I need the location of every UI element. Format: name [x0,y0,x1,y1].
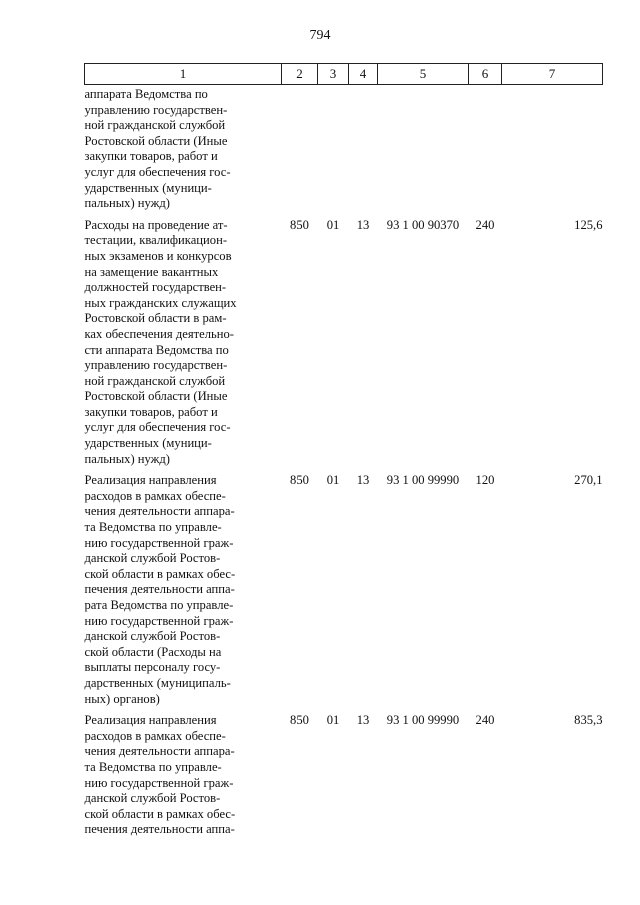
row-description: Расходы на проведение ат- тестации, квалификацион- ных экзаменов и конкурсов на замещение вакантных должностей государствен- ных гражданских служащих Ростовской области в рам- ках обеспечения деятельно- сти аппарата Ведомства по управлению государствен- ной гражданской службой Ростовской области (Иные закупки товаров, работ и услуг для обеспечения гос- ударственных (муници- пальных) нужд) [84,217,237,466]
table-row [85,218,603,474]
row-col2: 850 [290,473,309,488]
row-col4: 13 [356,473,370,488]
row-amount: 125,6 [574,217,603,232]
row-description: Реализация направления расходов в рамках обеспе- чения деятельности аппара- та Ведомства по управле- нию государственной граж- данской службой Ростов- ской области в рамках обес- печения деятельности аппа- [84,713,236,837]
row-col6 [469,85,502,218]
row-description: аппарата Ведомства по управлению государствен- ной гражданской службой Ростовской области (Иные закупки товаров, работ и услуг для обеспечения гос- ударственных (муници- пальных) нужд) [84,87,231,211]
row-col6: 240 [475,217,495,232]
table-row [85,713,603,844]
row-col2 [282,85,318,218]
column-header-7: 7 [502,64,603,85]
row-col3 [318,85,349,218]
row-col3: 01 [326,713,340,728]
budget-table [84,63,603,844]
column-header-5: 5 [378,64,469,85]
row-col3: 01 [326,473,340,488]
row-amount [502,85,603,218]
row-col4: 13 [356,217,370,232]
column-header-2: 2 [282,64,318,85]
row-col6: 240 [475,713,495,728]
row-amount: 270,1 [574,473,603,488]
row-col2: 850 [290,713,309,728]
row-amount: 835,3 [574,713,603,728]
row-col5: 93 1 00 99990 [386,713,460,728]
row-col4 [349,85,378,218]
table-row [85,473,603,713]
table-header-row [85,64,603,85]
page-number: 794 [309,28,331,43]
row-col5: 93 1 00 99990 [386,473,460,488]
column-header-1: 1 [85,64,282,85]
table-row [85,85,603,218]
row-col5: 93 1 00 90370 [386,217,460,232]
column-header-6: 6 [469,64,502,85]
row-col6: 120 [475,473,495,488]
column-header-4: 4 [349,64,378,85]
row-col3: 01 [326,217,340,232]
row-description: Реализация направления расходов в рамках обеспе- чения деятельности аппара- та Ведомства по управле- нию государственной граж- данской службой Ростов- ской области в рамках обес- печения деятельности аппа- рата Ведомства по управле- нию государственной граж- данской службой Ростов- ской области (Расходы на выплаты персоналу госу- дарственных (муниципаль- ных) органов) [84,473,236,706]
row-col2: 850 [290,217,309,232]
column-header-3: 3 [318,64,349,85]
row-col5 [378,85,469,218]
row-col4: 13 [356,713,370,728]
